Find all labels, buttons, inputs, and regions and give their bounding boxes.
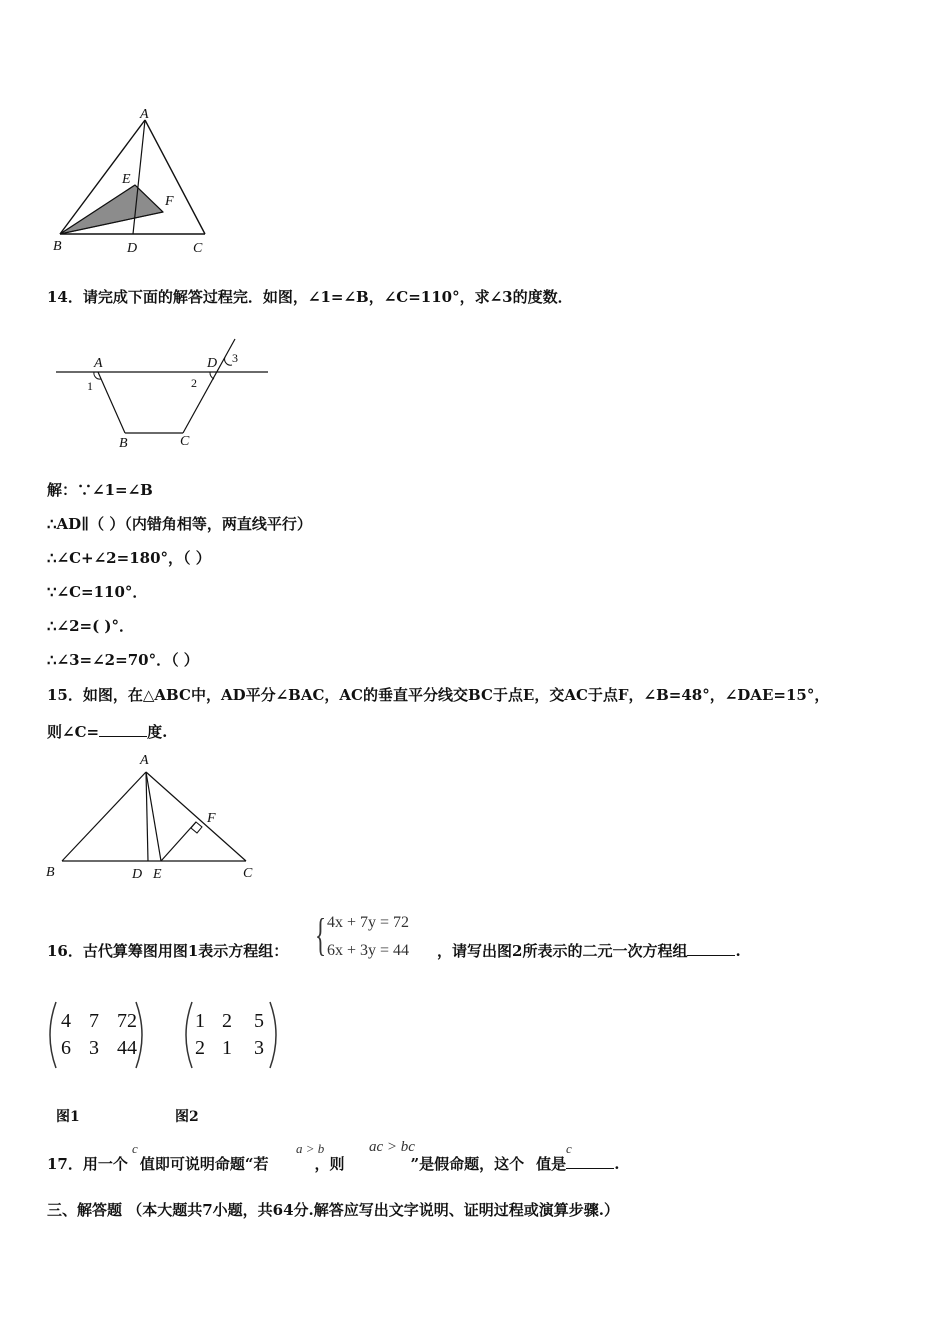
label-3: 3 [232,351,238,365]
cell: 72 [117,1010,137,1032]
q16-post-end: . [735,942,741,960]
answer-blank[interactable] [566,1156,614,1169]
q15-line2 [47,721,167,742]
equation-system: { 4x + 7y = 72 6x + 3y = 44 [315,909,410,960]
cell: 6 [61,1037,71,1059]
shaded-triangle [60,185,163,234]
equation-2: 6x + 3y = 44 [327,942,410,959]
label-A: A [140,107,149,122]
label-A: A [140,753,149,768]
cell: 1 [222,1037,232,1059]
cell: 3 [254,1037,264,1059]
q14-step-2: ∴AD∥（ ）（内错角相等，两直线平行） [47,515,312,533]
paren-right-1 [134,1000,148,1070]
q16-pre: 16．古代算筹图用图1表示方程组： [47,942,289,960]
label-C: C [193,241,203,256]
q17-text-1: 17．用一个 [47,1155,128,1173]
figure-trapezoid-parallel [50,335,275,455]
q14-title: 14．请完成下面的解答过程完．如图，∠1=∠B，∠C=110°，求∠3的度数． [47,288,573,306]
condition-a-gt-b: a > b [296,1141,325,1156]
q14-step-3: ∴∠C+∠2=180°，（ ） [47,549,211,567]
q15-line2-pre: 则∠C= [47,723,100,741]
cell: 44 [117,1037,137,1059]
q16-post [437,940,741,961]
answer-blank[interactable] [99,724,147,737]
label-D: D [127,241,138,256]
paren-right-2 [268,1000,282,1070]
cell: 4 [61,1010,71,1032]
figure-triangle-bisector [40,750,265,885]
q15-line1: 15．如图，在△ABC中，AD平分∠BAC，AC的垂直平分线交BC于点E，交AC于点F，∠B=48°，∠DAE=15°， [47,686,830,704]
label-D: D [207,356,218,371]
figure-2-caption: 图2 [175,1109,199,1125]
label-C: C [180,434,190,449]
q14-step-1: 解：∵∠1=∠B [47,481,153,499]
figure-1-matrix [55,1010,145,1066]
figure-1-caption: 图1 [56,1109,80,1125]
q14-step-4: ∵∠C=110°． [47,583,148,601]
q17-text-5: 值是 [536,1155,567,1173]
label-C: C [243,866,253,881]
label-D: D [132,867,143,882]
q14-step-5: ∴∠2=( )°． [47,617,135,635]
figure-triangle-abc-shaded [45,100,225,260]
label-F: F [165,194,174,209]
conclusion-ac-gt-bc: ac > bc [369,1139,415,1155]
cell: 2 [195,1037,205,1059]
label-1: 1 [87,379,93,393]
cell: 5 [254,1010,264,1032]
q17-text-2: 值即可说明命题“若 [139,1155,269,1173]
q17-text-4: ”是假命题，这个 [410,1155,525,1173]
q17-end: . [614,1155,620,1173]
label-B: B [53,239,62,254]
label-E: E [122,172,131,187]
section-3-heading: 三、解答题 （本大题共7小题，共64分.解答应写出文字说明、证明过程或演算步骤.） [47,1201,619,1219]
label-B: B [119,436,128,451]
label-B: B [46,865,55,880]
cell: 2 [222,1010,232,1032]
q16-post-text: ，请写出图2所表示的二元一次方程组 [437,942,688,960]
figure-2-matrix [188,1010,278,1066]
label-F: F [207,811,216,826]
cell: 1 [195,1010,205,1032]
var-c-1: c [132,1141,138,1156]
var-c-2: c [566,1141,572,1156]
label-E: E [153,867,162,882]
cell: 3 [89,1037,99,1059]
q17-text-3: ，则 [314,1155,345,1173]
label-2: 2 [191,376,197,390]
label-A: A [94,356,103,371]
q14-step-6: ∴∠3=∠2=70°．（ ） [47,651,199,669]
q15-line2-post: 度. [147,723,168,741]
equation-1: 4x + 7y = 72 [327,914,410,931]
answer-blank[interactable] [687,943,735,956]
cell: 7 [89,1010,99,1032]
